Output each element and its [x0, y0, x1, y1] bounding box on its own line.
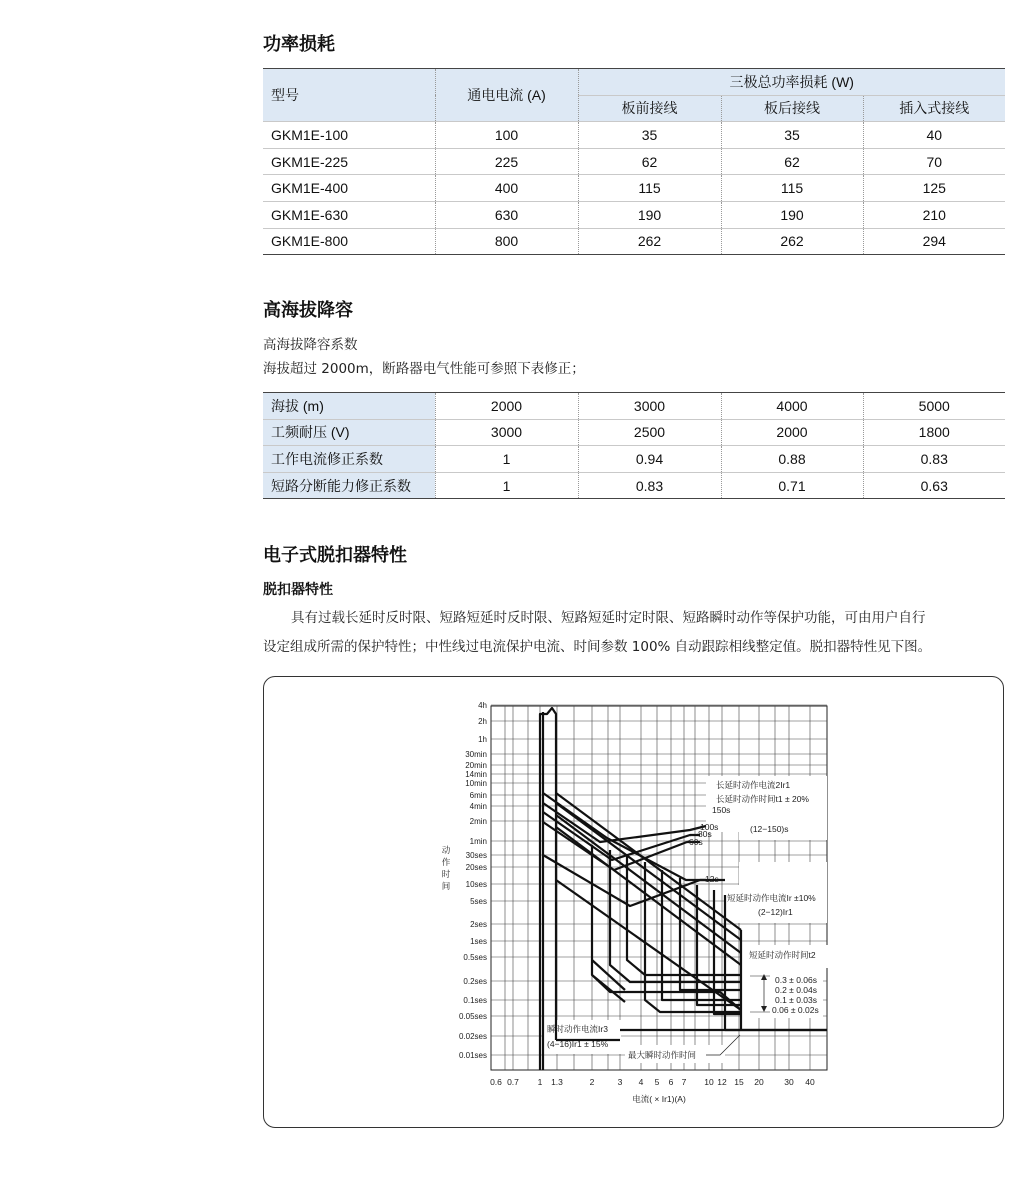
- x-tick-label: 15: [734, 1077, 744, 1087]
- y-tick-label: 2min: [469, 817, 487, 826]
- cell-model: GKM1E-630: [263, 201, 435, 228]
- trip-para1: 具有过载长延时反时限、短路短延时反时限、短路短延时定时限、短路瞬时动作等保护功能，可由用户自行: [291, 610, 926, 626]
- short-delay-time-label: 短延时动作时间t2: [749, 950, 816, 960]
- y-tick-label: 2h: [478, 717, 487, 726]
- cell-value: 2000: [721, 419, 863, 446]
- x-tick-label: 5: [654, 1077, 660, 1087]
- x-tick-label: 0.7: [507, 1077, 519, 1087]
- y-tick-label: 1ses: [470, 937, 487, 946]
- row-label: 工作电流修正系数: [263, 446, 435, 473]
- y-tick-label: 0.02ses: [458, 1032, 487, 1041]
- y-tick-label: 10min: [465, 779, 487, 788]
- cell-rear: 62: [721, 148, 863, 175]
- cell-front: 115: [578, 175, 721, 202]
- row-label: 短路分断能力修正系数: [263, 472, 435, 499]
- y-tick-label: 30min: [465, 750, 487, 759]
- y-tick-label: 0.05ses: [458, 1012, 487, 1021]
- cell-model: GKM1E-400: [263, 175, 435, 202]
- y-tick-label: 1h: [478, 735, 487, 744]
- cell-current: 630: [435, 201, 578, 228]
- y-tick-label: 20min: [465, 761, 487, 770]
- header-rear: 板后接线: [721, 95, 863, 122]
- short-delay-time-value: 0.2 ± 0.04s: [775, 985, 817, 995]
- y-axis-label-char: 动: [441, 845, 451, 855]
- instant-current-label: 瞬时动作电流Ir3: [547, 1024, 608, 1034]
- header-current: 通电电流 (A): [435, 69, 578, 122]
- y-axis-label-char: 时: [441, 869, 451, 879]
- cell-model: GKM1E-800: [263, 228, 435, 255]
- x-axis-label: 电流( × Ir1)(A): [632, 1094, 686, 1104]
- cell-value: 1: [435, 472, 578, 499]
- cell-value: 0.63: [863, 472, 1005, 499]
- x-tick-label: 2: [589, 1077, 595, 1087]
- cell-value: 2500: [578, 419, 721, 446]
- cell-value: 2000: [435, 393, 578, 420]
- short-delay-time-value: 0.1 ± 0.03s: [775, 995, 817, 1005]
- header-loss-group: 三极总功率损耗 (W): [578, 69, 1005, 96]
- power-loss-title: 功率损耗: [263, 34, 335, 55]
- x-tick-label: 30: [784, 1077, 794, 1087]
- curve-label: 150s: [712, 805, 731, 815]
- trip-para2: 设定组成所需的保护特性；中性线过电流保护电流、时间参数 100% 自动跟踪相线整定值。脱扣器特性见下图。: [263, 639, 932, 655]
- cell-model: GKM1E-100: [263, 122, 435, 149]
- instant-current-range: (4−16)Ir1 ± 15%: [547, 1039, 609, 1049]
- cell-plugin: 125: [863, 175, 1005, 202]
- long-delay-label: 长延时动作时间t1 ± 20%: [716, 794, 809, 804]
- cell-plugin: 294: [863, 228, 1005, 255]
- annotation-mask: [739, 862, 827, 886]
- cell-value: 3000: [578, 393, 721, 420]
- y-tick-label: 0.2ses: [463, 977, 487, 986]
- curve-label: 60s: [689, 837, 703, 847]
- cell-value: 4000: [721, 393, 863, 420]
- cell-value: 1: [435, 446, 578, 473]
- header-model: 型号: [263, 69, 435, 122]
- cell-rear: 115: [721, 175, 863, 202]
- curve-label: 100s: [700, 822, 719, 832]
- x-tick-label: 7: [681, 1077, 687, 1087]
- cell-value: 0.83: [863, 446, 1005, 473]
- x-tick-label: 1.3: [551, 1077, 563, 1087]
- y-axis-label-char: 作: [441, 857, 451, 867]
- cell-current: 100: [435, 122, 578, 149]
- y-tick-label: 2ses: [470, 920, 487, 929]
- cell-value: 0.88: [721, 446, 863, 473]
- x-tick-label: 0.6: [490, 1077, 502, 1087]
- short-delay-current-range: (2−12)Ir1: [758, 907, 793, 917]
- curve-label: 12s: [705, 874, 719, 884]
- y-tick-label: 0.1ses: [463, 996, 487, 1005]
- cell-model: GKM1E-225: [263, 148, 435, 175]
- y-tick-label: 4min: [469, 802, 487, 811]
- row-label: 海拔 (m): [263, 393, 435, 420]
- x-tick-label: 1: [537, 1077, 543, 1087]
- chart-labels: [442, 701, 819, 1104]
- y-tick-label: 6min: [469, 791, 487, 800]
- cell-plugin: 210: [863, 201, 1005, 228]
- altitude-title: 高海拔降容: [263, 300, 353, 321]
- y-tick-label: 14min: [465, 770, 487, 779]
- y-tick-label: 5ses: [470, 897, 487, 906]
- cell-front: 62: [578, 148, 721, 175]
- cell-value: 0.83: [578, 472, 721, 499]
- y-tick-label: 0.5ses: [463, 953, 487, 962]
- cell-value: 3000: [435, 419, 578, 446]
- x-tick-label: 40: [805, 1077, 815, 1087]
- short-delay-current-label: 短延时动作电流Ir ±10%: [727, 893, 816, 903]
- cell-value: 1800: [863, 419, 1005, 446]
- cell-rear: 35: [721, 122, 863, 149]
- row-label: 工频耐压 (V): [263, 419, 435, 446]
- cell-rear: 190: [721, 201, 863, 228]
- y-tick-label: 10ses: [465, 880, 487, 889]
- header-plugin: 插入式接线: [863, 95, 1005, 122]
- curve-label: 80s: [698, 829, 712, 839]
- cell-plugin: 70: [863, 148, 1005, 175]
- header-front: 板前接线: [578, 95, 721, 122]
- max-instant-label: 最大瞬时动作时间: [628, 1050, 697, 1060]
- short-delay-time-value: 0.3 ± 0.06s: [775, 975, 817, 985]
- x-tick-label: 6: [668, 1077, 674, 1087]
- y-axis-label-char: 间: [441, 881, 451, 891]
- cell-rear: 262: [721, 228, 863, 255]
- long-delay-label: 长延时动作电流2Ir1: [716, 780, 791, 790]
- y-tick-label: 0.01ses: [458, 1051, 487, 1060]
- cell-plugin: 40: [863, 122, 1005, 149]
- altitude-line1: 高海拔降容系数: [263, 337, 358, 353]
- y-tick-label: 4h: [478, 701, 487, 710]
- cell-value: 5000: [863, 393, 1005, 420]
- cell-current: 400: [435, 175, 578, 202]
- trip-title: 电子式脱扣器特性: [263, 545, 407, 566]
- cell-front: 262: [578, 228, 721, 255]
- trip-subtitle: 脱扣器特性: [263, 582, 333, 598]
- x-tick-label: 3: [617, 1077, 623, 1087]
- long-delay-range: (12−150)s: [750, 824, 789, 834]
- cell-value: 0.94: [578, 446, 721, 473]
- x-tick-label: 10: [704, 1077, 714, 1087]
- short-delay-time-value: 0.06 ± 0.02s: [772, 1005, 819, 1015]
- cell-current: 225: [435, 148, 578, 175]
- cell-front: 190: [578, 201, 721, 228]
- x-tick-label: 20: [754, 1077, 764, 1087]
- chart-grid: [491, 705, 828, 1070]
- annotation-mask: [725, 885, 827, 923]
- y-tick-label: 30ses: [465, 851, 487, 860]
- y-tick-label: 20ses: [465, 863, 487, 872]
- x-tick-label: 12: [717, 1077, 727, 1087]
- altitude-line2: 海拔超过 2000m，断路器电气性能可参照下表修正；: [263, 361, 585, 377]
- y-tick-label: 1min: [469, 837, 487, 846]
- x-tick-label: 4: [638, 1077, 644, 1087]
- cell-value: 0.71: [721, 472, 863, 499]
- cell-front: 35: [578, 122, 721, 149]
- cell-current: 800: [435, 228, 578, 255]
